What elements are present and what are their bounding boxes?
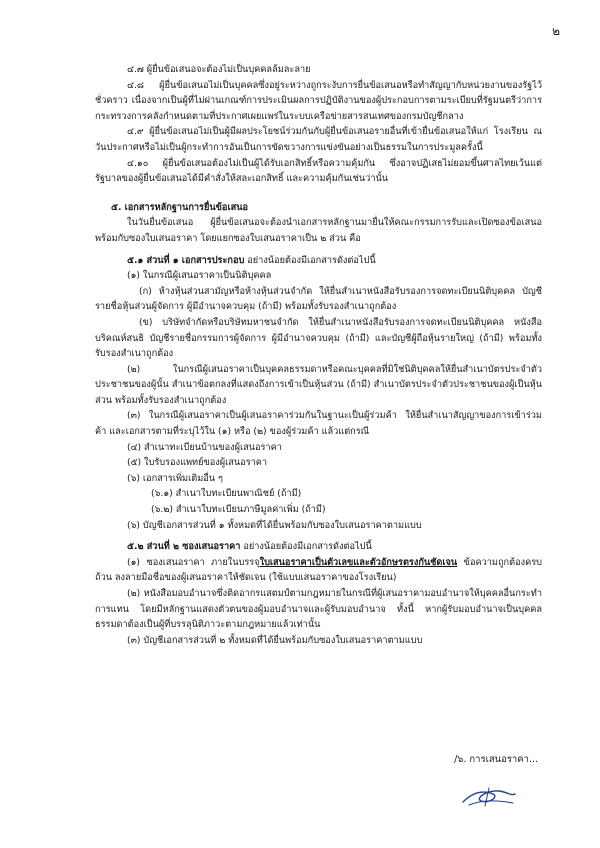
- part-1-item-1: (๑) ในกรณีผู้เสนอราคาเป็นนิติบุคคล: [127, 270, 272, 282]
- part-2-item-3: (๓) บัญชีเอกสารส่วนที่ ๒ ทั้งหมดที่ได้ยื่นพร้อมกับซองใบเสนอราคาตามแบบ: [127, 634, 423, 646]
- part-2-item-1-post: ข้อความถูกต้องครบถ้วน ลงลายมือชื่อของผู้เสนอราคาให้ชัดเจน (ใช้แบบเสนอราคาของโรงเรียน): [95, 556, 542, 584]
- part-1-item-6-2: (๖.๒) สำเนาใบทะเบียนภาษีมูลค่าเพิ่ม (ถ้ามี): [151, 504, 326, 516]
- clause-4-10: ๔.๑๐ ผู้ยื่นข้อเสนอต้องไม่เป็นผู้ได้รับเอกสิทธิ์หรือความคุ้มกัน ซึ่งอาจปฏิเสธไม่ยอมขึ้นศาลไทยเว้นแต่รัฐบาลของผู้ยื่นข้อเสนอได้มีคำสั่งให้สละเอกสิทธิ์ และความคุ้มกันเช่นว่านั้น: [95, 157, 542, 185]
- section-5-intro: ในวันยื่นข้อเสนอ ผู้ยื่นข้อเสนอจะต้องนำเอกสารหลักฐานมายื่นให้คณะกรรมการรับและเปิดซองข้อเสนอพร้อมกับซองใบเสนอราคา โดยแยกซองใบเสนอราคาเป็น ๒ ส่วน คือ: [95, 217, 542, 244]
- part-1-item-6: (๖) เอกสารเพิ่มเติมอื่น ๆ: [127, 472, 223, 484]
- part-1-item-2: (๒) ในกรณีผู้เสนอราคาเป็นบุคคลธรรมดาหรือคณะบุคคลที่มิใช่นิติบุคคลให้ยื่นสำเนาบัตรประจำตัวประชาชนของผู้นั้น สำเนาข้อตกลงที่แสดงถึงการเข้าเป็นหุ้นส่วน (ถ้ามี) สำเนาบัตรประจำตัวประชาชนของผู้เป็นหุ้นส่วน พร้อมทั้งรับรองสำเนาถูกต้อง: [95, 363, 542, 406]
- clause-4-7: ๔.๗ ผู้ยื่นข้อเสนอจะต้องไม่เป็นบุคคลล้มละลาย: [127, 64, 311, 75]
- continuation-note: /๖. การเสนอราคา...: [454, 754, 538, 765]
- part-2-item-1: [95, 555, 542, 586]
- signature-icon: [459, 784, 519, 810]
- part-2-label: ๕.๒ ส่วนที่ ๒ ซองเสนอราคา: [127, 541, 241, 553]
- document-body: [95, 62, 542, 648]
- part-1-item-6-1: (๖.๑) สำเนาใบทะเบียนพาณิชย์ (ถ้ามี): [151, 488, 302, 500]
- part-2-item-1-emphasis: ใบเสนอราคาเป็นตัวเลขและตัวอักษรตรงกันชัดเจน: [259, 556, 458, 568]
- part-1-item-7: (๖) บัญชีเอกสารส่วนที่ ๑ ทั้งหมดที่ได้ยื่นพร้อมกับซองใบเสนอราคาตามแบบ: [127, 519, 422, 531]
- part-2-item-1-pre: (๑) ซองเสนอราคา ภายในบรรจุ: [127, 556, 260, 568]
- part-1-rest: อย่างน้อยต้องมีเอกสารดังต่อไปนี้: [244, 254, 376, 266]
- clause-4-8: ๔.๘ ผู้ยื่นข้อเสนอไม่เป็นบุคคลซึ่งอยู่ระหว่างถูกระงับการยื่นข้อเสนอหรือทำสัญญากับหน่วยงานของรัฐไว้ชั่วคราว เนื่องจากเป็นผู้ที่ไม่ผ่านเกณฑ์การประเมินผลการปฏิบัติงานของผู้ประกอบการตามระเบียบที่รัฐมนตรีว่าการกระทรวงการคลังกำหนดตามที่ประกาศเผยแพร่ในระบบเครือข่ายสารสนเทศของกรมบัญชีกลาง: [95, 79, 542, 122]
- clause-4-9: ๔.๙ ผู้ยื่นข้อเสนอไม่เป็นผู้มีผลประโยชน์ร่วมกันกับผู้ยื่นข้อเสนอรายอื่นที่เข้ายื่นข้อเสนอให้แก่ โรงเรียน ณ วันประกาศหรือไม่เป็นผู้กระทำการอันเป็นการขัดขวางการแข่งขันอย่างเป็นธรรมในการประมูลครั้งนี้: [95, 126, 542, 153]
- page-number: ๒: [552, 24, 560, 38]
- part-1-label: ๕.๑ ส่วนที่ ๑ เอกสารประกอบ: [127, 254, 245, 266]
- part-2-rest: อย่างน้อยต้องมีเอกสารดังต่อไปนี้: [240, 541, 372, 553]
- part-1-item-5: (๕) ใบรับรองแพทย์ของผู้เสนอราคา: [127, 457, 268, 469]
- part-2-heading: [95, 539, 542, 555]
- part-1-heading: [95, 253, 542, 269]
- part-1-item-1a: (ก) ห้างหุ้นส่วนสามัญหรือห้างหุ้นส่วนจำกัด ให้ยื่นสำเนาหนังสือรับรองการจดทะเบียนนิติบุคคล บัญชีรายชื่อหุ้นส่วนผู้จัดการ ผู้มีอำนาจควบคุม (ถ้ามี) พร้อมทั้งรับรองสำเนาถูกต้อง: [95, 285, 542, 313]
- section-5-heading: ๕. เอกสารหลักฐานการยื่นข้อเสนอ: [111, 201, 248, 213]
- part-1-item-4: (๔) สำเนาทะเบียนบ้านของผู้เสนอราคา: [127, 441, 282, 453]
- part-1-item-3: (๓) ในกรณีผู้เสนอราคาเป็นผู้เสนอราคาร่วมกันในฐานะเป็นผู้ร่วมค้า ให้ยื่นสำเนาสัญญาของการเข้าร่วมค้า และเอกสารตามที่ระบุไว้ใน (๑) หรือ (๒) ของผู้ร่วมค้า แล้วแต่กรณี: [95, 410, 542, 438]
- part-1-item-1b: (ข) บริษัทจำกัดหรือบริษัทมหาชนจำกัด ให้ยื่นสำเนาหนังสือรับรองการจดทะเบียนนิติบุคคล หนังสือบริคณห์สนธิ บัญชีรายชื่อกรรมการผู้จัดการ ผู้มีอำนาจควบคุม (ถ้ามี) และบัญชีผู้ถือหุ้นรายใหญ่ (ถ้ามี) พร้อมทั้งรับรองสำเนาถูกต้อง: [95, 316, 542, 360]
- part-2-item-2: (๒) หนังสือมอบอำนาจซึ่งติดอากรแสตมป์ตามกฎหมายในกรณีที่ผู้เสนอราคามอบอำนาจให้บุคคลอื่นกระทำการแทน โดยมีหลักฐานแสดงตัวตนของผู้มอบอำนาจและผู้รับมอบอำนาจ ทั้งนี้ หากผู้รับมอบอำนาจเป็นบุคคลธรรมดาต้องเป็นผู้ที่บรรลุนิติภาวะตามกฎหมายแล้วเท่านั้น: [95, 588, 542, 631]
